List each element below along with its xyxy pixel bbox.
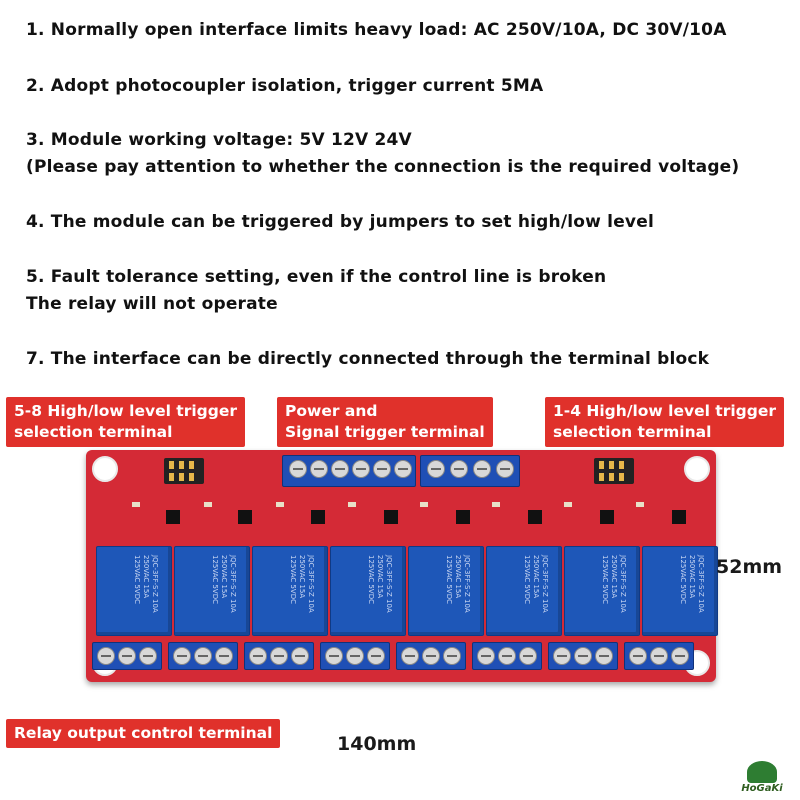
jumper-5-8 — [164, 458, 204, 484]
optocoupler — [166, 510, 180, 524]
spec-line-4: 4. The module can be triggered by jumpers to set high/low level — [26, 212, 654, 232]
jumper-1-4 — [594, 458, 634, 484]
optocoupler — [456, 510, 470, 524]
house-leaf-icon — [747, 761, 777, 783]
spec-line-3: 3. Module working voltage: 5V 12V 24V — [26, 130, 412, 150]
output-terminal — [92, 642, 162, 670]
output-terminal — [320, 642, 390, 670]
relay: JQC-3FF-S-Z 10A 250VAC 15A 125VAC 5VDC — [486, 546, 562, 636]
relay: JQC-3FF-S-Z 10A 250VAC 15A 125VAC 5VDC — [252, 546, 328, 636]
relay: JQC-3FF-S-Z 10A 250VAC 15A 125VAC 5VDC — [642, 546, 718, 636]
spec-line-7: 7. The interface can be directly connected through the terminal block — [26, 349, 710, 369]
optocoupler — [672, 510, 686, 524]
power-terminal-block — [420, 455, 520, 487]
output-terminal — [168, 642, 238, 670]
relay: JQC-3FF-S-Z 10A 250VAC 15A 125VAC 5VDC — [96, 546, 172, 636]
output-terminal — [472, 642, 542, 670]
callout-jumper-5-8: 5-8 High/low level trigger selection terminal — [6, 397, 245, 447]
dimension-width: 140mm — [337, 733, 417, 755]
spec-line-5: 5. Fault tolerance setting, even if the control line is broken — [26, 267, 607, 287]
mount-hole — [684, 456, 710, 482]
spec-line-5-note: The relay will not operate — [26, 294, 278, 314]
optocoupler — [528, 510, 542, 524]
optocoupler — [384, 510, 398, 524]
callout-jumper-1-4: 1-4 High/low level trigger selection terminal — [545, 397, 784, 447]
relay: JQC-3FF-S-Z 10A 250VAC 15A 125VAC 5VDC — [174, 546, 250, 636]
dimension-height: 52mm — [716, 556, 783, 578]
spec-line-2: 2. Adopt photocoupler isolation, trigger current 5MA — [26, 76, 544, 96]
callout-power-signal: Power and Signal trigger terminal — [277, 397, 493, 447]
spec-line-1: 1. Normally open interface limits heavy load: AC 250V/10A, DC 30V/10A — [26, 20, 727, 40]
relay: JQC-3FF-S-Z 10A 250VAC 15A 125VAC 5VDC — [564, 546, 640, 636]
optocoupler — [311, 510, 325, 524]
output-terminal — [624, 642, 694, 670]
brand-name: HoGaKi — [741, 783, 783, 794]
mount-hole — [92, 456, 118, 482]
relay-board — [86, 450, 716, 682]
output-terminal — [244, 642, 314, 670]
relay: JQC-3FF-S-Z 10A 250VAC 15A 125VAC 5VDC — [330, 546, 406, 636]
optocoupler — [238, 510, 252, 524]
optocoupler — [600, 510, 614, 524]
relay: JQC-3FF-S-Z 10A 250VAC 15A 125VAC 5VDC — [408, 546, 484, 636]
output-terminal — [548, 642, 618, 670]
callout-relay-output: Relay output control terminal — [6, 719, 280, 748]
brand-logo — [732, 761, 792, 794]
spec-line-3-note: (Please pay attention to whether the connection is the required voltage) — [26, 157, 740, 177]
output-terminal — [396, 642, 466, 670]
signal-terminal-block — [282, 455, 416, 487]
